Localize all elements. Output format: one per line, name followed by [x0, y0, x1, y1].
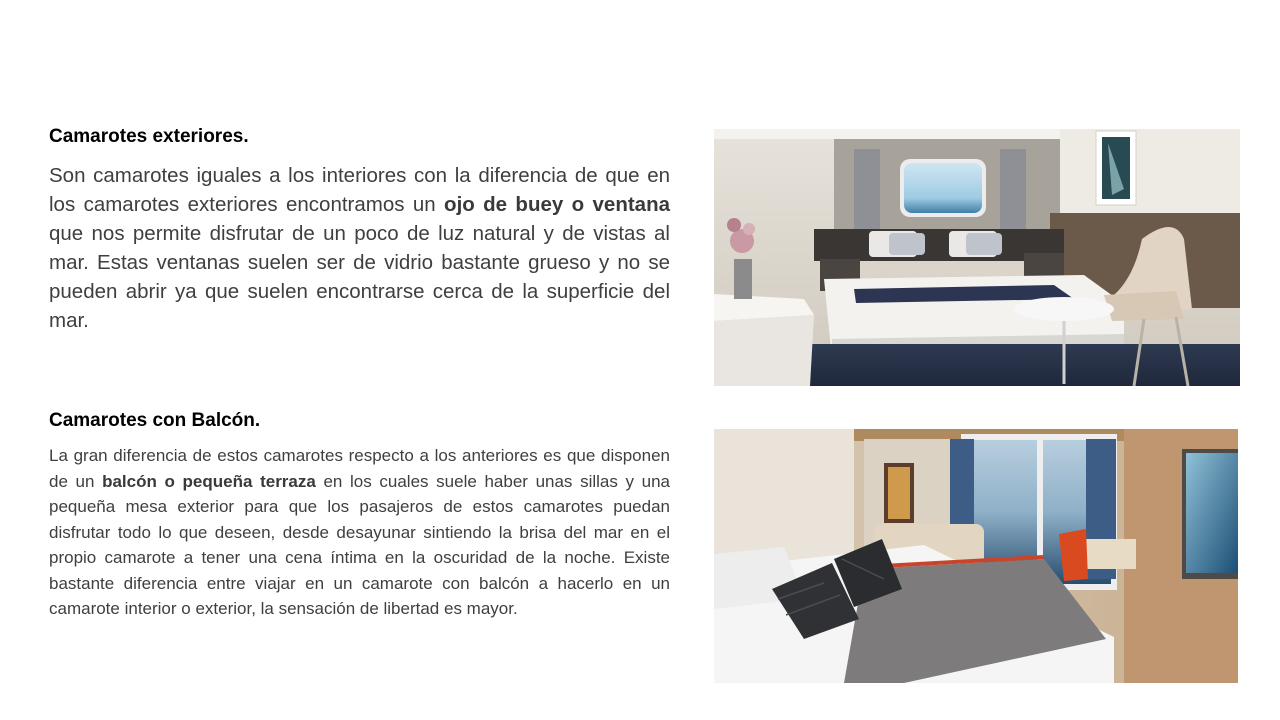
text-segment: en los cuales suele haber unas sillas y una pequeña mesa exterior para que los pasajeros de estos camarotes puedan disfrutar todo lo que deseen, desde desayunar sintiendo la brisa del mar en el propio camarote a tener una cena íntima en la oscuridad de la noche. Existe bastante diferencia entre viajar en un camarote con balcón a hacerlo en un camarote interior o exterior, la sensación de libertad es mayor. — [49, 471, 670, 618]
section-title-exterior: Camarotes exteriores. — [49, 126, 249, 147]
text-emphasis: ojo de buey o ventana — [444, 193, 671, 216]
section-text-balcony — [49, 443, 670, 622]
balcony-cabin-photo — [714, 429, 1238, 683]
text-segment: La gran diferencia de estos camarotes respecto a los anteriores es que disponen de un — [49, 446, 670, 491]
text-segment: Son camarotes iguales a los interiores con la diferencia de que en los camarotes exteriores encontramos un — [49, 164, 670, 216]
section-text-exterior — [49, 161, 670, 335]
text-emphasis: balcón o pequeña terraza — [102, 471, 316, 491]
ocean-view-cabin-photo — [714, 129, 1240, 386]
text-segment: que nos permite disfrutar de un poco de luz natural y de vistas al mar. Estas ventanas suelen ser de vidrio bastante grueso y no se pueden abrir ya que suelen encontrarse cerca de la superficie del mar. — [49, 222, 670, 332]
section-title-balcony: Camarotes con Balcón. — [49, 410, 261, 431]
